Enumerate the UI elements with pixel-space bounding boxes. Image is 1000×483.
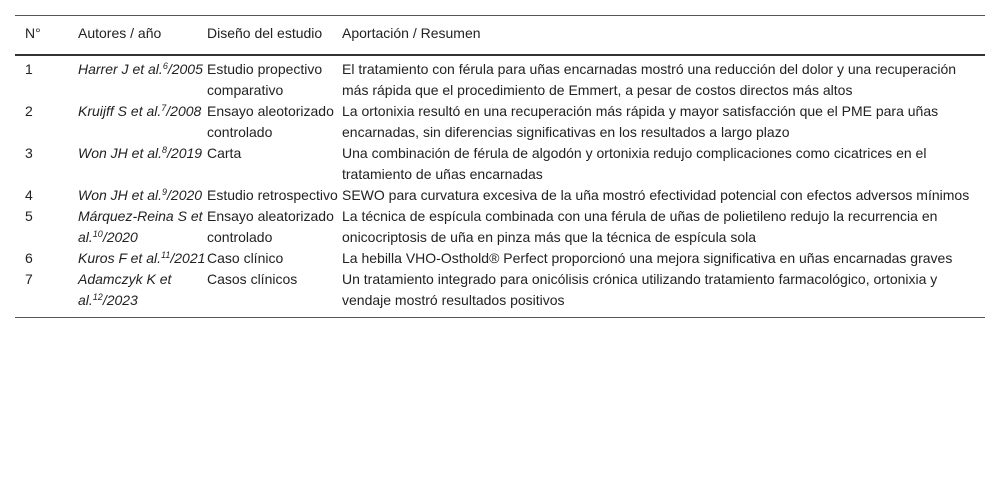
reference-number: 11 [161, 250, 171, 260]
author-name: Adamczyk K et al. [78, 271, 172, 308]
publication-year: /2005 [167, 61, 203, 77]
header-row [15, 16, 985, 56]
header-design: Diseño del estudio [207, 16, 342, 56]
author-name: Kruijff S et al. [78, 103, 162, 119]
table-row [15, 248, 985, 269]
row-design: Ensayo aleatorizado controlado [207, 208, 334, 245]
publication-year: /2020 [167, 187, 203, 203]
table-row [15, 206, 985, 248]
author-name: Harrer J et al. [78, 61, 163, 77]
author-name: Kuros F et al. [78, 250, 162, 266]
row-design: Carta [207, 145, 242, 161]
reference-number: 9 [162, 187, 168, 197]
table-row [15, 55, 985, 101]
row-summary: La ortonixia resultó en una recuperación más rápida y mayor satisfacción que el PME para uñas encarnadas, sin diferencias significativas en los resultados a largo plazo [342, 103, 939, 140]
row-num: 6 [25, 250, 33, 266]
author-name: Márquez-Reina S et al. [78, 208, 203, 245]
table-body [15, 55, 985, 318]
reference-number: 8 [162, 145, 168, 155]
table-row [15, 143, 985, 185]
row-authors [78, 55, 207, 101]
row-num: 5 [25, 208, 33, 224]
header-num: N° [15, 16, 78, 56]
row-design: Estudio retrospectivo [207, 187, 338, 203]
studies-table [15, 15, 985, 318]
row-authors [78, 269, 207, 318]
row-authors [78, 101, 207, 143]
reference-number: 7 [161, 103, 167, 113]
row-authors [78, 248, 207, 269]
row-summary: Un tratamiento integrado para onicólisis crónica utilizando tratamiento farmacológico, ortonixia y vendaje mostró resultados positivos [342, 269, 985, 318]
reference-number: 12 [92, 292, 103, 302]
row-summary: El tratamiento con férula para uñas encarnadas mostró una reducción del dolor y una recuperación más rápida que el procedimiento de Emmert, a pesar de costos directos más altos [342, 61, 957, 98]
row-design: Estudio propectivo comparativo [207, 61, 323, 98]
row-summary: SEWO para curvatura excesiva de la uña mostró efectividad potencial con efectos adversos mínimos [342, 187, 970, 203]
table-row [15, 185, 985, 206]
table-row [15, 269, 985, 318]
row-num: 3 [25, 145, 33, 161]
publication-year: /2008 [166, 103, 202, 119]
publication-year: /2020 [102, 229, 138, 245]
publication-year: /2021 [170, 250, 206, 266]
row-authors [78, 185, 207, 206]
author-name: Won JH et al. [78, 145, 163, 161]
row-design: Caso clínico [207, 250, 284, 266]
row-num: 1 [25, 61, 33, 77]
publication-year: /2023 [102, 292, 138, 308]
row-authors [78, 206, 207, 248]
row-summary: La hebilla VHO-Osthold® Perfect proporcionó una mejora significativa en uñas encarnadas graves [342, 250, 953, 266]
publication-year: /2019 [167, 145, 203, 161]
header-summary: Aportación / Resumen [342, 16, 985, 56]
header-authors: Autores / año [78, 16, 207, 56]
author-name: Won JH et al. [78, 187, 163, 203]
row-summary: La técnica de espícula combinada con una férula de uñas de polietileno redujo la recurrencia en onicocriptosis de uña en pinza más que la técnica de espícula sola [342, 208, 938, 245]
row-num: 7 [15, 269, 78, 318]
reference-number: 6 [162, 61, 168, 71]
row-num: 4 [25, 187, 33, 203]
row-num: 2 [25, 103, 33, 119]
table-row [15, 101, 985, 143]
row-design: Casos clínicos [207, 269, 342, 318]
reference-number: 10 [92, 229, 103, 239]
row-authors [78, 143, 207, 185]
row-summary: Una combinación de férula de algodón y ortonixia redujo complicaciones como cicatrices en el tratamiento de uñas encarnadas [342, 145, 927, 182]
row-design: Ensayo aleotorizado controlado [207, 103, 334, 140]
